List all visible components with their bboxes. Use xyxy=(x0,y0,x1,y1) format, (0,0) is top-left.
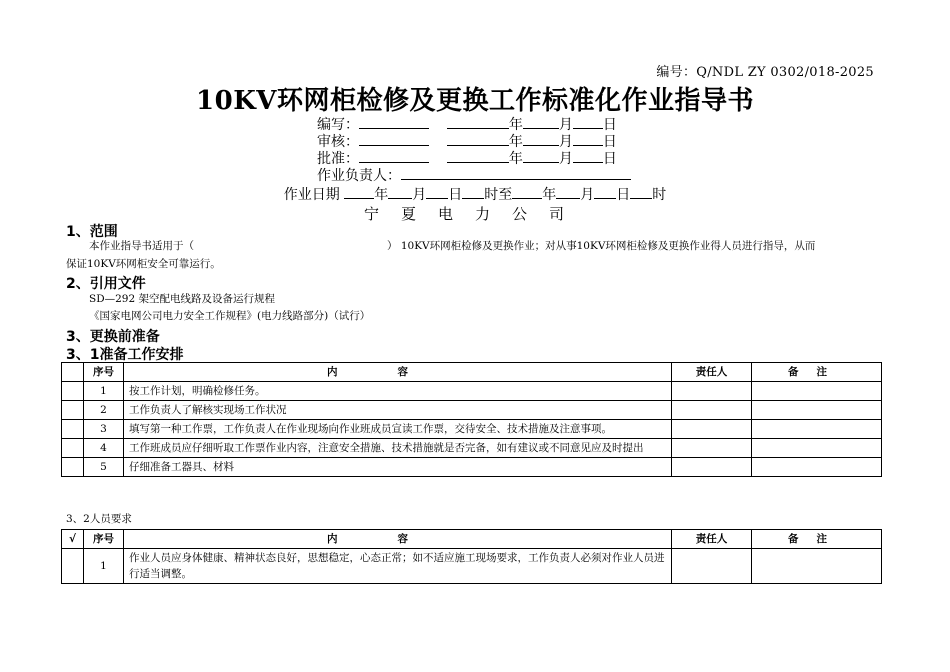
day-label: 日 xyxy=(602,117,617,133)
year-label: 年 xyxy=(508,134,523,150)
section-personnel-heading: 3、2人员要求 xyxy=(66,513,132,525)
check-cell[interactable] xyxy=(62,549,84,584)
responsible-column-header: 责任人 xyxy=(672,530,752,549)
section-scope-heading: 1、范围 xyxy=(66,224,118,240)
check-cell[interactable] xyxy=(62,382,84,401)
scope-text-part: ） 10KV环网柜检修及更换作业；对从事10KV环网柜检修及更换作业得人员进行指导，从而 xyxy=(387,240,816,252)
table-row xyxy=(62,382,882,401)
work-leader-label: 作业负责人： xyxy=(317,168,401,184)
responsible-cell[interactable] xyxy=(672,458,752,477)
reference-item: 《国家电网公司电力安全工作规程》(电力线路部分)（试行） xyxy=(89,310,371,322)
blank-line xyxy=(573,149,603,163)
blank-line xyxy=(462,185,484,199)
document-title: 10KV环网柜检修及更换工作标准化作业指导书 xyxy=(196,86,754,116)
note-cell[interactable] xyxy=(752,420,882,439)
sign-label: 编写： xyxy=(317,117,359,133)
year-label: 年 xyxy=(508,117,523,133)
day-label: 日 xyxy=(602,134,617,150)
content-column-header: 内容 xyxy=(124,530,672,549)
blank-line xyxy=(630,185,652,199)
scope-text-line-2: 保证10KV环网柜安全可靠运行。 xyxy=(66,258,221,270)
table-row xyxy=(62,420,882,439)
row-number: 4 xyxy=(84,439,124,458)
blank-line xyxy=(359,132,429,146)
year-label: 年 xyxy=(374,187,389,203)
responsible-cell[interactable] xyxy=(672,382,752,401)
scope-text-line-1 xyxy=(89,239,815,253)
note-column-header: 备注 xyxy=(752,530,882,549)
check-cell[interactable] xyxy=(62,458,84,477)
blank-line xyxy=(573,115,603,129)
blank-line xyxy=(359,149,429,163)
hour-label: 时 xyxy=(652,187,667,203)
blank-line xyxy=(447,115,509,129)
check-column-header xyxy=(62,363,84,382)
blank-line xyxy=(594,185,616,199)
month-label: 月 xyxy=(580,187,595,203)
blank-line xyxy=(359,115,429,129)
responsible-cell[interactable] xyxy=(672,439,752,458)
no-column-header: 序号 xyxy=(84,530,124,549)
blank-line xyxy=(447,132,509,146)
table-header-row xyxy=(62,363,882,382)
day-label: 日 xyxy=(602,151,617,167)
blank-line xyxy=(447,149,509,163)
sign-label: 批准： xyxy=(317,151,359,167)
blank-line xyxy=(401,166,631,180)
section-preparation-heading: 3、更换前准备 xyxy=(66,329,160,345)
responsible-cell[interactable] xyxy=(672,401,752,420)
blank-line xyxy=(512,185,542,199)
responsible-cell[interactable] xyxy=(672,549,752,584)
year-label: 年 xyxy=(508,151,523,167)
month-label: 月 xyxy=(412,187,427,203)
hour-to-label: 时至 xyxy=(484,187,513,203)
blank-line xyxy=(388,185,412,199)
blank-line xyxy=(523,132,559,146)
note-cell[interactable] xyxy=(752,549,882,584)
table-row xyxy=(62,549,882,584)
row-content: 填写第一种工作票，工作负责人在作业现场向作业班成员宣读工作票，交待安全、技术措施及注意事项。 xyxy=(124,420,672,439)
row-number: 1 xyxy=(84,382,124,401)
responsible-column-header: 责任人 xyxy=(672,363,752,382)
note-cell[interactable] xyxy=(752,401,882,420)
work-date-row xyxy=(0,184,950,204)
row-number: 5 xyxy=(84,458,124,477)
row-content: 作业人员应身体健康、精神状态良好，思想稳定，心态正常；如不适应施工现场要求，工作负责人必须对作业人员进行适当调整。 xyxy=(124,549,672,584)
reference-item: SD—292 架空配电线路及设备运行规程 xyxy=(89,293,275,305)
row-number: 3 xyxy=(84,420,124,439)
document-number: 编号：Q/NDL ZY 0302/018-2025 xyxy=(656,65,874,80)
personnel-requirements-table xyxy=(61,529,882,584)
row-content: 工作班成员应仔细听取工作票作业内容，注意安全措施、技术措施就是否完备，如有建议或不同意见应及时提出 xyxy=(124,439,672,458)
blank-line xyxy=(426,185,448,199)
work-date-label: 作业日期 xyxy=(283,187,340,203)
table-row xyxy=(62,439,882,458)
note-cell[interactable] xyxy=(752,439,882,458)
blank-line xyxy=(523,115,559,129)
check-cell[interactable] xyxy=(62,401,84,420)
section-references-heading: 2、引用文件 xyxy=(66,276,146,292)
scope-text-part: 本作业指导书适用于（ xyxy=(89,240,194,252)
note-cell[interactable] xyxy=(752,382,882,401)
blank-line xyxy=(556,185,580,199)
table-row xyxy=(62,458,882,477)
day-label: 日 xyxy=(616,187,631,203)
row-number: 2 xyxy=(84,401,124,420)
row-number: 1 xyxy=(84,549,124,584)
row-content: 仔细准备工器具、材料 xyxy=(124,458,672,477)
sign-label: 审核： xyxy=(317,134,359,150)
section-work-arrangement-heading: 3、1准备工作安排 xyxy=(66,347,184,363)
blank-line xyxy=(573,132,603,146)
note-cell[interactable] xyxy=(752,458,882,477)
check-cell[interactable] xyxy=(62,420,84,439)
content-column-header: 内容 xyxy=(124,363,672,382)
row-content: 工作负责人了解核实现场工作状况 xyxy=(124,401,672,420)
day-label: 日 xyxy=(448,187,463,203)
check-cell[interactable] xyxy=(62,439,84,458)
blank-line xyxy=(523,149,559,163)
row-content: 按工作计划，明确检修任务。 xyxy=(124,382,672,401)
month-label: 月 xyxy=(558,134,573,150)
responsible-cell[interactable] xyxy=(672,420,752,439)
work-arrangement-table xyxy=(61,362,882,477)
month-label: 月 xyxy=(558,117,573,133)
table-header-row xyxy=(62,530,882,549)
company-name: 宁夏电力公司 xyxy=(363,205,586,223)
year-label: 年 xyxy=(542,187,557,203)
no-column-header: 序号 xyxy=(84,363,124,382)
blank-line xyxy=(344,185,374,199)
note-column-header: 备注 xyxy=(752,363,882,382)
check-column-header: √ xyxy=(62,530,84,549)
work-leader-row xyxy=(317,165,631,185)
month-label: 月 xyxy=(558,151,573,167)
table-row xyxy=(62,401,882,420)
